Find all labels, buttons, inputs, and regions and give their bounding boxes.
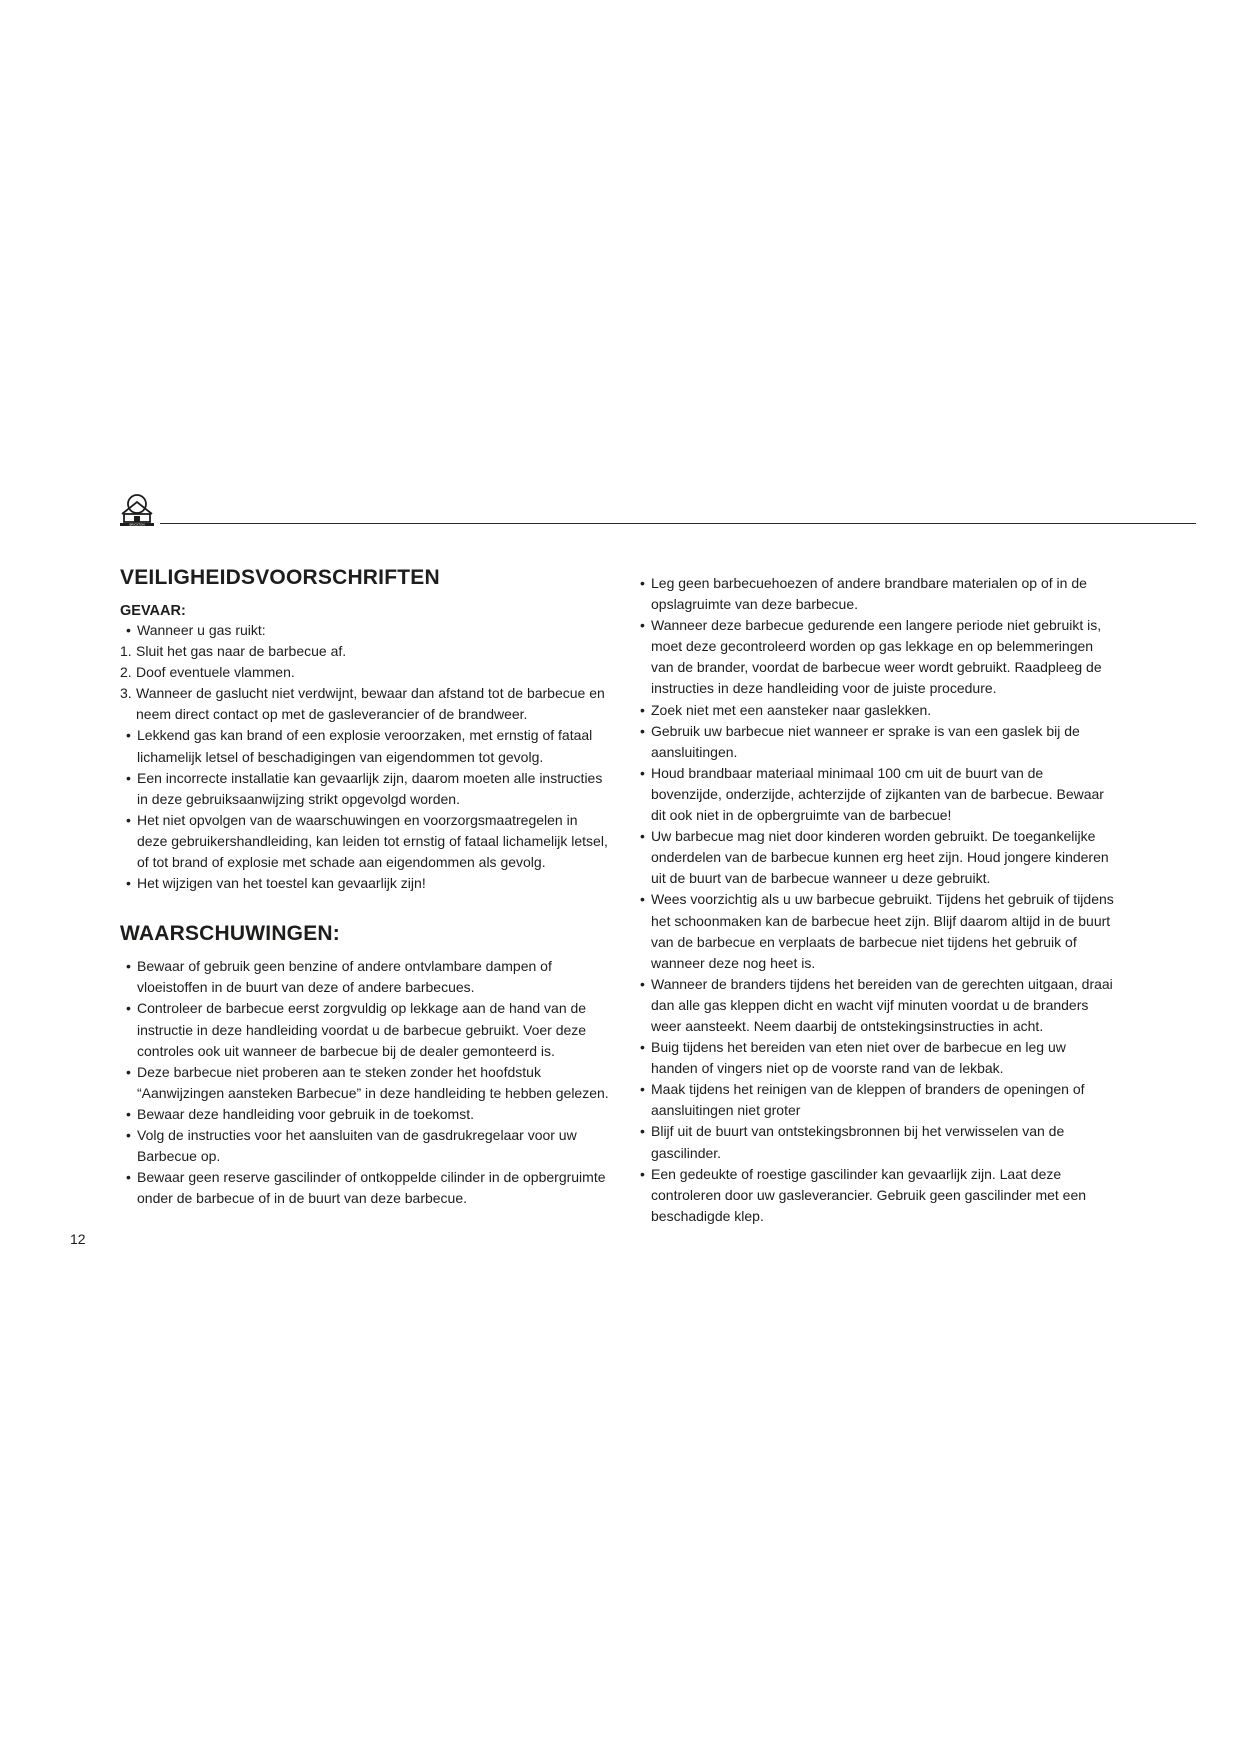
list-item-text: Lekkend gas kan brand of een explosie veroorzaken, met ernstig of fataal lichamelijk letsel of beschadigingen van eigendommen tot gevolg. — [137, 727, 593, 765]
list-item-text: Wanneer deze barbecue gedurende een langere periode niet gebruikt is, moet deze gecontroleerd worden op gas lekkage en op belemmeringen van de brander, voordat de barbecue weer wordt gebruikt. Raadpleeg de instructies in deze handleiding voor de juiste procedure. — [651, 617, 1102, 697]
list-item — [634, 700, 1114, 721]
list-item — [634, 974, 1114, 1037]
bullet-marker: • — [126, 1000, 131, 1017]
list-item — [120, 641, 610, 662]
list-item — [634, 763, 1114, 826]
bullet-marker: • — [126, 1105, 131, 1122]
list-item — [120, 662, 610, 683]
brickton-logo — [118, 490, 160, 530]
left-column — [120, 566, 610, 1209]
gevaar-list — [120, 620, 610, 894]
list-item — [120, 725, 610, 767]
number-marker: 2. — [120, 664, 132, 681]
right-warnings-list — [634, 573, 1114, 1227]
bullet-marker: • — [640, 891, 645, 908]
list-item — [634, 615, 1114, 699]
number-marker: 3. — [120, 685, 132, 702]
bullet-marker: • — [640, 617, 645, 634]
list-item-text: Gebruik uw barbecue niet wanneer er sprake is van een gaslek bij de aansluitingen. — [651, 722, 1080, 760]
list-item-text: Doof eventuele vlammen. — [136, 664, 295, 681]
bullet-marker: • — [640, 1081, 645, 1098]
list-item — [120, 1167, 610, 1209]
list-item-text: Wanneer de gaslucht niet verdwijnt, bewaar dan afstand tot de barbecue en neem direct contact op met de gasleverancier of de brandweer. — [136, 685, 605, 723]
list-item-text: Wanneer u gas ruikt: — [137, 622, 266, 638]
list-item-text: Volg de instructies voor het aansluiten van de gasdrukregelaar voor uw Barbecue op. — [137, 1126, 577, 1165]
header-divider — [160, 523, 1196, 524]
bullet-marker: • — [126, 1169, 131, 1186]
logo-text: BRICKTON — [129, 522, 145, 527]
list-item-text: Sluit het gas naar de barbecue af. — [136, 643, 347, 660]
bullet-marker: • — [640, 701, 645, 718]
bullet-marker: • — [126, 769, 131, 786]
list-item — [634, 721, 1114, 763]
list-item-text: Houd brandbaar materiaal minimaal 100 cm uit de buurt van de bovenzijde, onderzijde, achterzijde of zijkanten van de barbecue. Bewaar dit ook niet in de opbergruimte van de barbecue! — [651, 764, 1104, 824]
bullet-marker: • — [126, 1063, 131, 1080]
veiligheidsvoorschriften-heading: VEILIGHEIDSVOORSCHRIFTEN — [120, 566, 440, 589]
gevaar-label: GEVAAR: — [120, 603, 186, 619]
list-item — [634, 1079, 1114, 1121]
list-item-text: Een gedeukte of roestige gascilinder kan gevaarlijk zijn. Laat deze controleren door uw gasleverancier. Gebruik geen gascilinder met een beschadigde klep. — [651, 1165, 1087, 1224]
bullet-marker: • — [640, 975, 645, 992]
list-item-text: Bewaar geen reserve gascilinder of ontkoppelde cilinder in de opbergruimte onder de barbecue of in de buurt van deze barbecue. — [137, 1169, 606, 1207]
bullet-marker: • — [640, 1123, 645, 1140]
list-item-text: Blijf uit de buurt van ontstekingsbronnen bij het verwisselen van de gascilinder. — [651, 1123, 1065, 1161]
bullet-marker: • — [126, 875, 131, 892]
list-item — [120, 810, 610, 873]
list-item-text: Het niet opvolgen van de waarschuwingen en voorzorgsmaatregelen in deze gebruikershandleiding, kan leiden tot ernstig of fataal lichamelijk letsel, of tot brand of explosie met schade aan eigendommen als gevolg. — [137, 811, 608, 871]
list-item — [634, 573, 1114, 615]
list-item-text: Het wijzigen van het toestel kan gevaarlijk zijn! — [137, 875, 426, 892]
bullet-marker: • — [640, 575, 645, 591]
list-item — [634, 1037, 1114, 1079]
list-item-text: Leg geen barbecuehoezen of andere brandbare materialen op of in de opslagruimte van deze barbecue. — [651, 575, 1087, 613]
bullet-marker: • — [640, 1165, 645, 1182]
list-item — [120, 683, 610, 725]
list-item-text: Zoek niet met een aansteker naar gaslekken. — [651, 701, 932, 718]
list-item-text: Een incorrecte installatie kan gevaarlijk zijn, daarom moeten alle instructies in deze gebruiksaanwijzing strikt opgevolgd worden. — [137, 769, 603, 807]
list-item — [634, 826, 1114, 889]
bullet-marker: • — [126, 958, 131, 975]
list-item-text: Deze barbecue niet proberen aan te steken zonder het hoofdstuk “Aanwijzingen aansteken Barbecue” in deze handleiding te hebben gelezen. — [137, 1063, 609, 1101]
bullet-marker: • — [640, 722, 645, 739]
list-item-text: Uw barbecue mag niet door kinderen worden gebruikt. De toegankelijke onderdelen van de barbecue kunnen erg heet zijn. Houd jongere kinderen uit de buurt van de barbecue wanneer u deze gebruikt. — [651, 828, 1109, 887]
bullet-marker: • — [126, 1126, 131, 1143]
bullet-marker: • — [640, 1039, 645, 1056]
list-item-text: Bewaar of gebruik geen benzine of andere ontvlambare dampen of vloeistoffen in de buurt van deze of andere barbecues. — [137, 958, 552, 996]
list-item — [120, 1125, 610, 1167]
list-item — [120, 1104, 610, 1125]
list-item-text: Wees voorzichtig als u uw barbecue gebruikt. Tijdens het gebruik of tijdens het schoonmaken kan de barbecue heet zijn. Blijf daarom altijd in de buurt van de barbecue en verplaats de barbecue niet tijdens het gebruik of wanneer deze nog heet is. — [651, 891, 1114, 971]
page-number: 12 — [70, 1231, 86, 1247]
list-item-text: Buig tijdens het bereiden van eten niet over de barbecue en leg uw handen of vingers niet op de voorste rand van de lekbak. — [651, 1039, 1066, 1077]
bullet-marker: • — [126, 811, 131, 828]
waarschuwingen-heading: WAARSCHUWINGEN: — [120, 922, 340, 946]
bullet-marker: • — [126, 727, 131, 744]
list-item — [634, 889, 1114, 973]
list-item — [120, 998, 610, 1061]
list-item — [634, 1164, 1114, 1227]
list-item-text: Bewaar deze handleiding voor gebruik in de toekomst. — [137, 1105, 474, 1122]
list-item-text: Maak tijdens het reinigen van de kleppen of branders de openingen of aansluitingen niet groter — [651, 1081, 1085, 1119]
list-item — [120, 873, 610, 894]
bullet-marker: • — [640, 828, 645, 845]
waarschuwingen-list — [120, 956, 610, 1209]
bullet-marker: • — [126, 622, 131, 638]
list-item — [120, 1062, 610, 1104]
list-item — [120, 768, 610, 810]
list-item — [120, 956, 610, 998]
number-marker: 1. — [120, 643, 132, 660]
list-item — [120, 620, 610, 641]
list-item-text: Controleer de barbecue eerst zorgvuldig op lekkage aan de hand van de instructie in deze handleiding voordat u de barbecue gebruikt. Voer deze controles ook uit wanneer de barbecue bij de dealer gemonteerd is. — [137, 1000, 587, 1059]
bullet-marker: • — [640, 764, 645, 781]
list-item — [634, 1121, 1114, 1163]
list-item-text: Wanneer de branders tijdens het bereiden van de gerechten uitgaan, draai dan alle gas kleppen dicht en wacht vijf minuten voordat u de branders weer aansteekt. Neem daarbij de ontstekingsinstructies in acht. — [651, 975, 1113, 1034]
right-column — [634, 573, 1114, 1227]
